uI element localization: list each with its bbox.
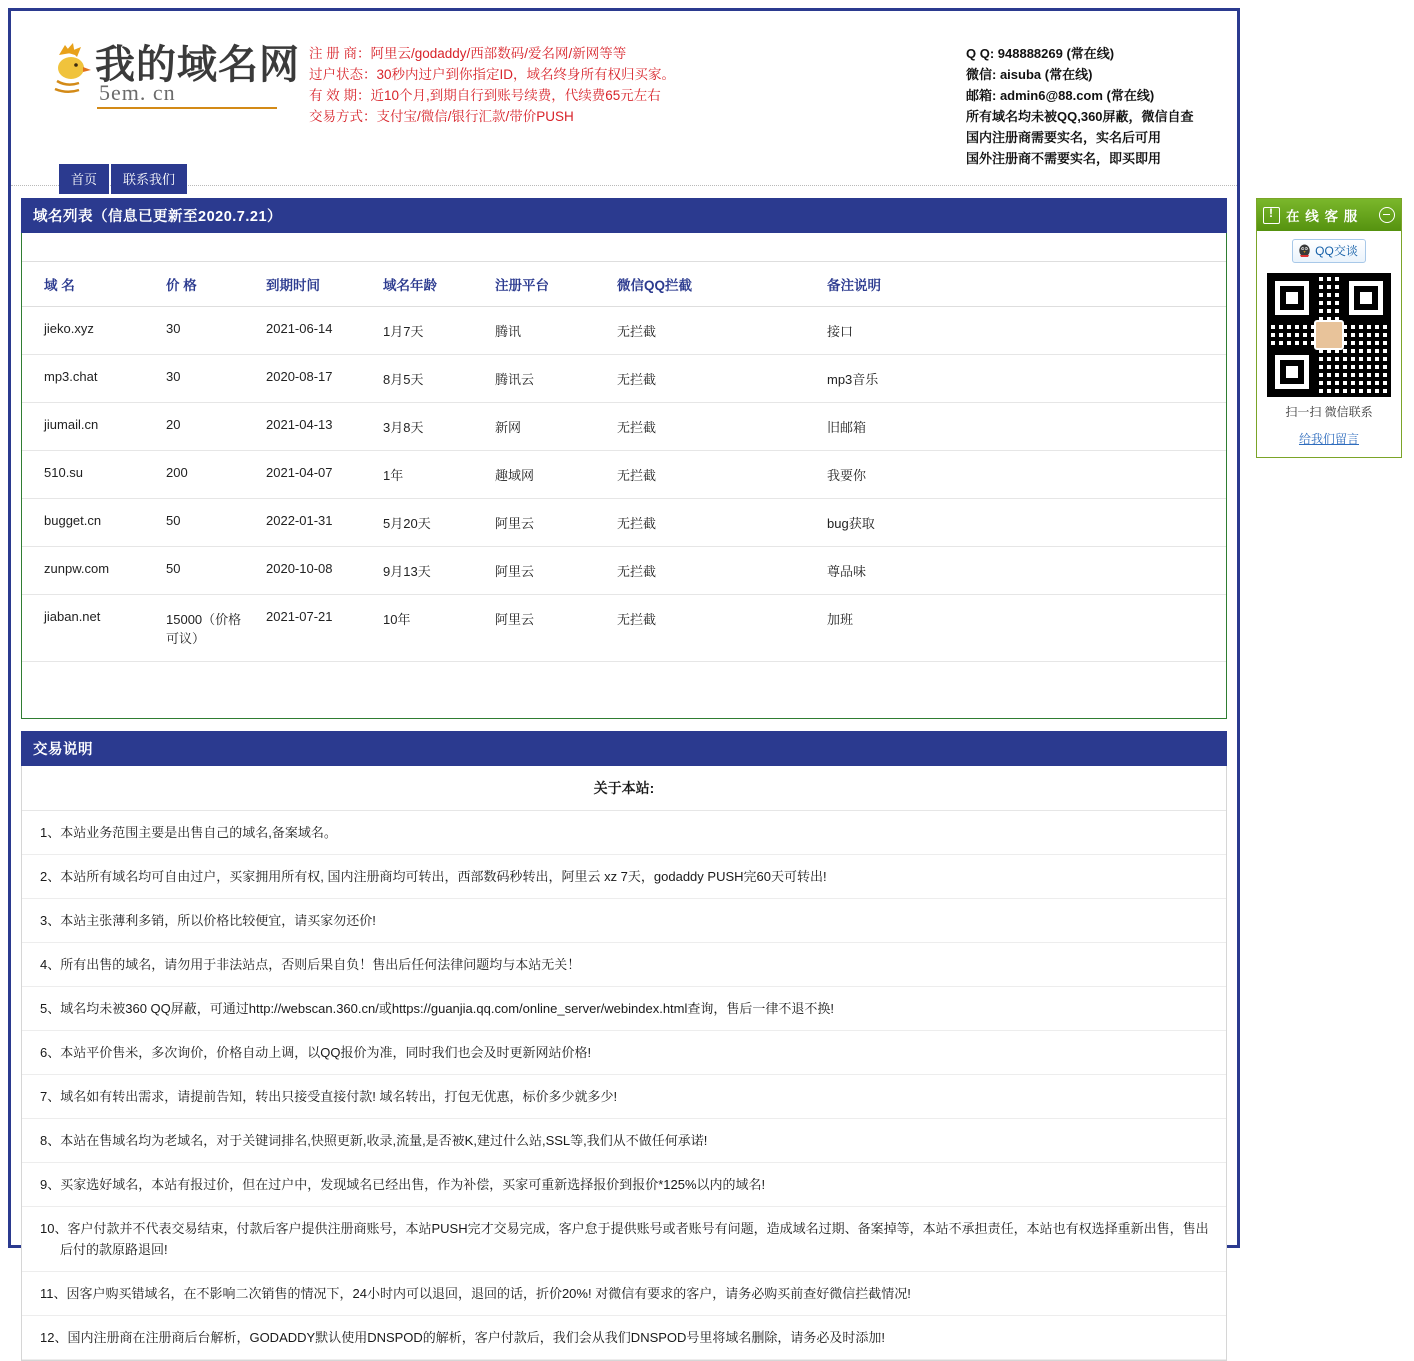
column-header-price[interactable]: 价 格 xyxy=(160,262,260,307)
cell-expire: 2022-01-31 xyxy=(260,499,377,547)
cell-age: 1年 xyxy=(377,451,489,499)
chick-logo-icon xyxy=(51,39,97,95)
cell-domain-name: jiumail.cn xyxy=(22,403,160,451)
cell-note: 旧邮箱 xyxy=(821,403,1226,451)
header-info-transfer: 过户状态：30秒内过户到你指定ID，域名终身所有权归买家。 xyxy=(309,67,676,82)
cell-block: 无拦截 xyxy=(611,595,821,662)
note-item: 1、本站业务范围主要是出售自己的域名,备案域名。 xyxy=(22,811,1226,855)
cell-block: 无拦截 xyxy=(611,355,821,403)
cell-price: 15000（价格可议） xyxy=(160,595,260,662)
domain-list-title: 域名列表（信息已更新至2020.7.21） xyxy=(21,198,1227,233)
contact-wechat: 微信: aisuba (常在线) xyxy=(966,67,1093,82)
cell-age: 9月13天 xyxy=(377,547,489,595)
cell-expire: 2020-08-17 xyxy=(260,355,377,403)
header-info-validity: 有 效 期：近10个月,到期自行到账号续费，代续费65元左右 xyxy=(309,88,661,103)
cell-platform: 阿里云 xyxy=(489,547,611,595)
logo-title: 我的域名网 xyxy=(95,43,300,87)
filter-bar-placeholder xyxy=(22,233,1226,262)
cell-domain-name: jieko.xyz xyxy=(22,307,160,355)
note-item: 3、本站主张薄利多销，所以价格比较便宜，请买家勿还价! xyxy=(22,899,1226,943)
cell-platform: 腾讯云 xyxy=(489,355,611,403)
notes-heading: 关于本站: xyxy=(22,766,1226,811)
table-row[interactable] xyxy=(22,451,1226,499)
cell-block: 无拦截 xyxy=(611,547,821,595)
nav-item-contact[interactable]: 联系我们 xyxy=(111,164,187,194)
notes-body xyxy=(21,766,1227,1361)
service-panel-title: 在 线 客 服 xyxy=(1286,209,1359,224)
header-info-registrar: 注 册 商：阿里云/godaddy/西部数码/爱名网/新网等等 xyxy=(309,46,627,61)
cell-age: 3月8天 xyxy=(377,403,489,451)
cell-expire: 2020-10-08 xyxy=(260,547,377,595)
service-panel-header xyxy=(1257,199,1401,231)
note-item: 6、本站平价售米，多次询价，价格自动上调，以QQ报价为准，同时我们也会及时更新网站价格! xyxy=(22,1031,1226,1075)
nav-item-home[interactable]: 首页 xyxy=(59,164,109,194)
qr-finder-bottom-left xyxy=(1269,349,1315,395)
cell-price: 30 xyxy=(160,307,260,355)
online-service-panel xyxy=(1256,198,1402,458)
cell-note: mp3音乐 xyxy=(821,355,1226,403)
cell-block: 无拦截 xyxy=(611,451,821,499)
site-header xyxy=(11,11,1237,186)
note-item: 10、客户付款并不代表交易结束，付款后客户提供注册商账号，本站PUSH完才交易完成，客户怠于提供账号或者账号有问题，造成域名过期、备案掉等，本站不承担责任，本站也有权选择重新出售，售出后付的款原路退回! xyxy=(22,1207,1226,1272)
note-item: 8、本站在售域名均为老域名，对于关键词排名,快照更新,收录,流量,是否被K,建过什么站,SSL等,我们从不做任何承诺! xyxy=(22,1119,1226,1163)
cell-domain-name: jiaban.net xyxy=(22,595,160,662)
table-row[interactable] xyxy=(22,307,1226,355)
cell-platform: 新网 xyxy=(489,403,611,451)
table-footer-space xyxy=(22,662,1226,718)
qr-caption: 扫一扫 微信联系 xyxy=(1285,405,1373,419)
column-header-platform[interactable]: 注册平台 xyxy=(489,262,611,307)
note-item: 11、因客户购买错域名，在不影响二次销售的情况下，24小时内可以退回，退回的话，折价20%! 对微信有要求的客户，请务必购买前查好微信拦截情况! xyxy=(22,1272,1226,1316)
table-row[interactable] xyxy=(22,499,1226,547)
cell-price: 50 xyxy=(160,499,260,547)
cell-note: 我要你 xyxy=(821,451,1226,499)
contact-note-1: 所有域名均未被QQ,360屏蔽，微信自查 xyxy=(966,109,1194,124)
note-item: 4、所有出售的域名，请勿用于非法站点，否则后果自负！售出后任何法律问题均与本站无关！ xyxy=(22,943,1226,987)
cell-block: 无拦截 xyxy=(611,307,821,355)
note-item: 5、域名均未被360 QQ屏蔽，可通过http://webscan.360.cn/或https://guanjia.qq.com/online_server/webindex.html查询，售后一律不退不换! xyxy=(22,987,1226,1031)
column-header-expire[interactable]: 到期时间 xyxy=(260,262,377,307)
qq-penguin-icon xyxy=(1298,244,1311,258)
domain-table xyxy=(22,262,1226,662)
cell-expire: 2021-06-14 xyxy=(260,307,377,355)
notes-title: 交易说明 xyxy=(21,731,1227,766)
header-info-block xyxy=(309,43,675,127)
qq-chat-button[interactable] xyxy=(1292,239,1366,263)
contact-email: 邮箱: admin6@88.com (常在线) xyxy=(966,88,1155,103)
table-row[interactable] xyxy=(22,403,1226,451)
cell-note: 加班 xyxy=(821,595,1226,662)
column-header-block[interactable]: 微信QQ拦截 xyxy=(611,262,821,307)
cell-note: bug获取 xyxy=(821,499,1226,547)
service-panel-body xyxy=(1257,231,1401,457)
note-item: 12、国内注册商在注册商后台解析，GODADDY默认使用DNSPOD的解析，客户付款后，我们会从我们DNSPOD号里将域名删除，请务必及时添加! xyxy=(22,1316,1226,1360)
cell-price: 200 xyxy=(160,451,260,499)
contact-note-2: 国内注册商需要实名，实名后可用 xyxy=(966,130,1162,145)
column-header-note[interactable]: 备注说明 xyxy=(821,262,1226,307)
logo-subtitle: 5em. cn xyxy=(99,80,176,105)
contact-qq: Q Q: 948888269 (常在线) xyxy=(966,46,1115,61)
cell-platform: 阿里云 xyxy=(489,499,611,547)
cell-age: 10年 xyxy=(377,595,489,662)
cell-domain-name: 510.su xyxy=(22,451,160,499)
wechat-qr-code xyxy=(1267,273,1391,397)
cell-note: 尊品味 xyxy=(821,547,1226,595)
note-item: 9、买家选好域名，本站有报过价，但在过户中，发现域名已经出售，作为补偿，买家可重新选择报价到报价*125%以内的域名! xyxy=(22,1163,1226,1207)
cell-block: 无拦截 xyxy=(611,499,821,547)
header-info-payment: 交易方式：支付宝/微信/银行汇款/带价PUSH xyxy=(309,109,574,124)
cell-expire: 2021-04-13 xyxy=(260,403,377,451)
note-item: 2、本站所有域名均可自由过户，买家拥用所有权, 国内注册商均可转出，西部数码秒转出，阿里云 xz 7天，godaddy PUSH完60天可转出! xyxy=(22,855,1226,899)
column-header-name[interactable]: 域 名 xyxy=(22,262,160,307)
cell-domain-name: zunpw.com xyxy=(22,547,160,595)
column-header-age[interactable]: 域名年龄 xyxy=(377,262,489,307)
cell-platform: 趣域网 xyxy=(489,451,611,499)
site-logo[interactable] xyxy=(51,33,300,108)
qr-avatar-icon xyxy=(1314,320,1344,350)
cell-note: 接口 xyxy=(821,307,1226,355)
header-contact-block xyxy=(966,43,1194,169)
table-row[interactable] xyxy=(22,547,1226,595)
domain-list-section xyxy=(21,198,1227,719)
cell-price: 30 xyxy=(160,355,260,403)
qq-chat-label: QQ交谈 xyxy=(1315,244,1358,258)
logo-underline xyxy=(97,107,277,109)
cell-domain-name: bugget.cn xyxy=(22,499,160,547)
minimize-icon[interactable] xyxy=(1379,207,1395,223)
table-header-row xyxy=(22,262,1226,307)
cell-age: 1月7天 xyxy=(377,307,489,355)
contact-note-3: 国外注册商不需要实名，即买即用 xyxy=(966,151,1162,166)
domain-list-body xyxy=(21,233,1227,719)
main-frame xyxy=(8,8,1240,1345)
cell-block: 无拦截 xyxy=(611,403,821,451)
cell-domain-name: mp3.chat xyxy=(22,355,160,403)
table-row[interactable] xyxy=(22,355,1226,403)
table-row[interactable] xyxy=(22,595,1226,662)
leave-message-link[interactable]: 给我们留言 xyxy=(1298,432,1359,446)
cell-platform: 阿里云 xyxy=(489,595,611,662)
cell-age: 8月5天 xyxy=(377,355,489,403)
cell-price: 50 xyxy=(160,547,260,595)
cell-platform: 腾讯 xyxy=(489,307,611,355)
alert-icon xyxy=(1263,207,1280,224)
cell-expire: 2021-04-07 xyxy=(260,451,377,499)
cell-age: 5月20天 xyxy=(377,499,489,547)
note-item: 7、域名如有转出需求，请提前告知，转出只接受直接付款! 域名转出，打包无优惠，标价多少就多少! xyxy=(22,1075,1226,1119)
main-nav xyxy=(59,164,187,194)
cell-expire: 2021-07-21 xyxy=(260,595,377,662)
notes-section xyxy=(21,731,1227,1361)
cell-price: 20 xyxy=(160,403,260,451)
